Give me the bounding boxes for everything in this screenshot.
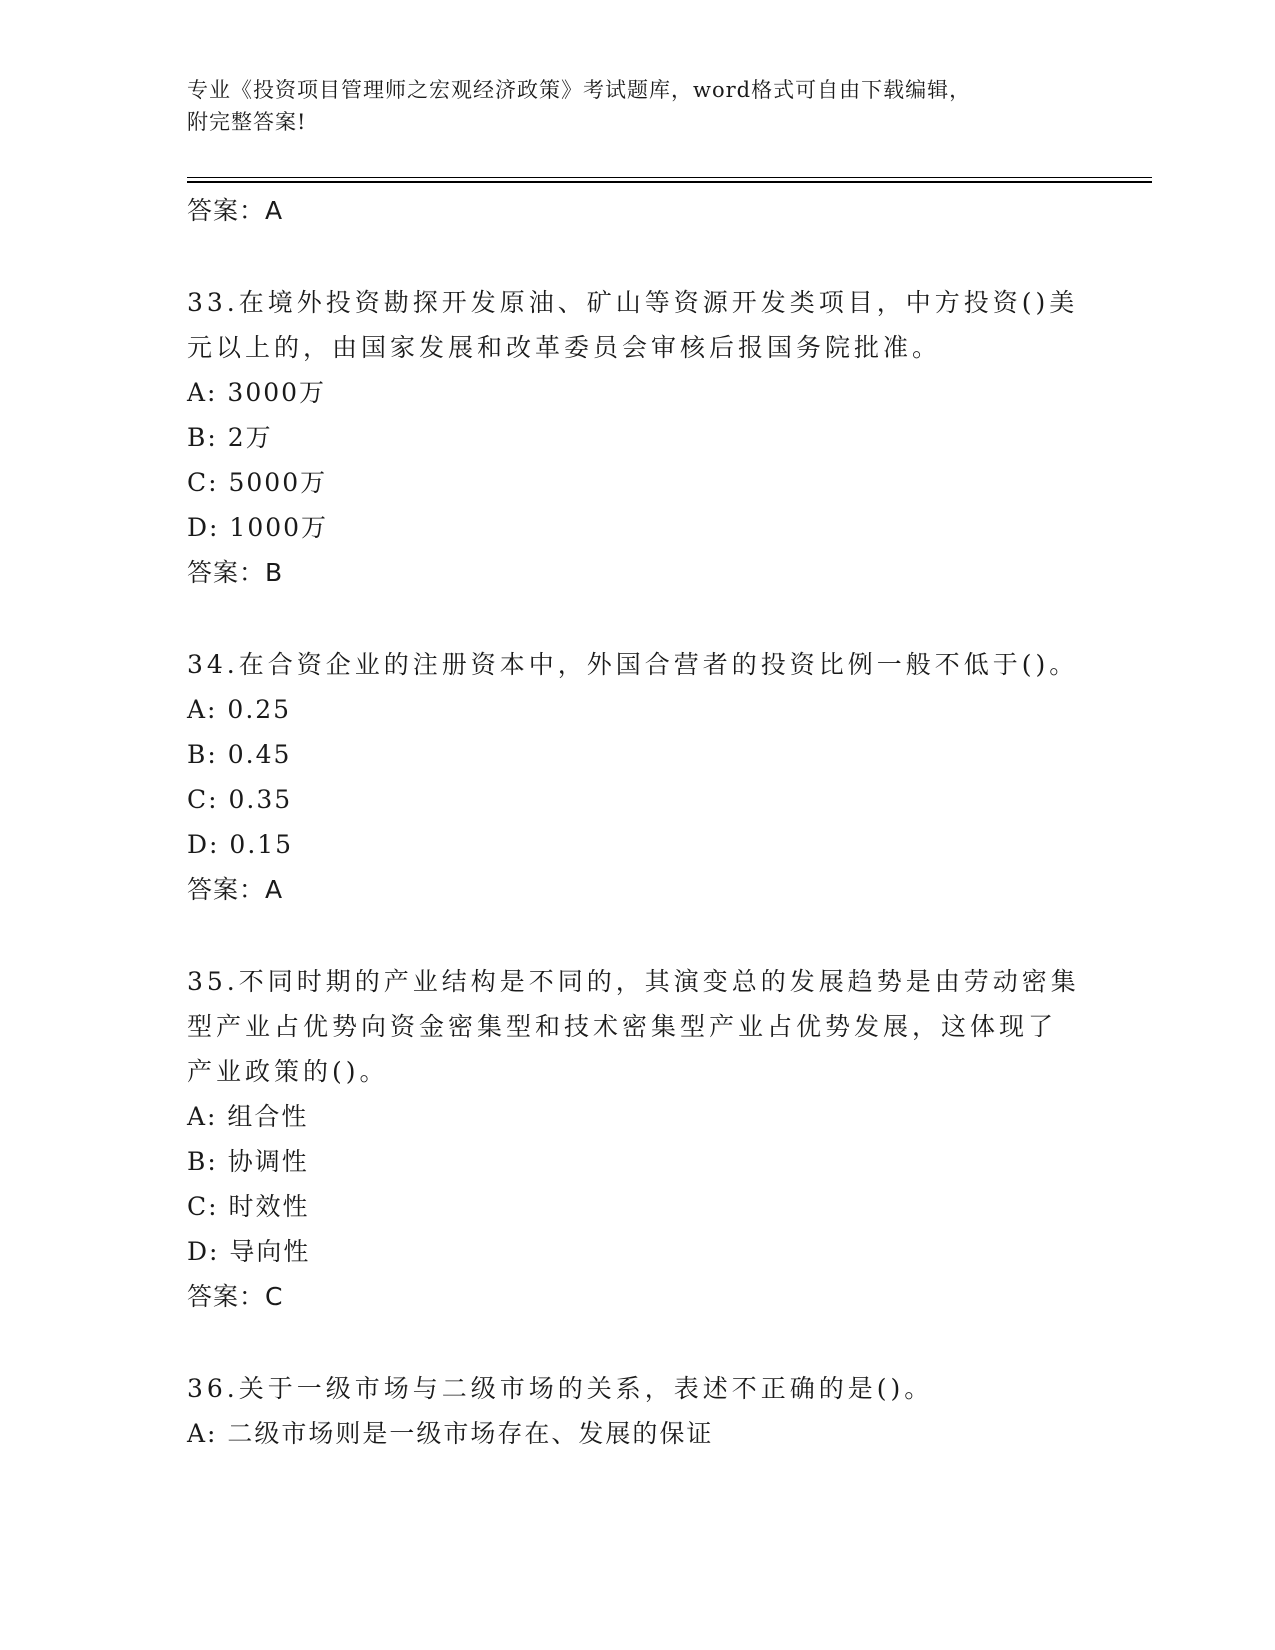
- option-d: D: 1000万: [187, 513, 329, 542]
- header-line-2: 附完整答案!: [187, 110, 307, 134]
- question-33: [187, 280, 1087, 596]
- option-c: C: 0.35: [187, 785, 293, 814]
- option-a: A: 3000万: [187, 378, 327, 407]
- option-b: B: 0.45: [187, 740, 292, 769]
- answer-line: 答案：A: [187, 196, 284, 225]
- option-d: D: 导向性: [187, 1237, 311, 1266]
- option-a: A: 组合性: [187, 1102, 309, 1131]
- option-b: B: 协调性: [187, 1147, 309, 1176]
- option-a: A: 二级市场则是一级市场存在、发展的保证: [187, 1419, 714, 1448]
- question-stem: [187, 959, 1087, 1094]
- question-36: [187, 1366, 1087, 1456]
- question-stem-line: 元以上的，由国家发展和改革委员会审核后报国务院批准。: [187, 333, 942, 362]
- answer-line: 答案：A: [187, 875, 284, 904]
- question-stem-line: 36.关于一级市场与二级市场的关系，表述不正确的是()。: [187, 1374, 934, 1403]
- question-stem-line: 产业政策的()。: [187, 1057, 389, 1086]
- question-stem-line: 33.在境外投资勘探开发原油、矿山等资源开发类项目，中方投资()美: [187, 288, 1079, 317]
- question-35: [187, 959, 1087, 1320]
- header-divider-thick: [187, 181, 1152, 183]
- question-stem: [187, 280, 1087, 370]
- option-d: D: 0.15: [187, 830, 294, 859]
- answer-line: 答案：C: [187, 1282, 284, 1311]
- question-list: [187, 188, 1087, 1456]
- header-line-1: 专业《投资项目管理师之宏观经济政策》考试题库，word格式可自由下载编辑，: [187, 78, 972, 102]
- option-a: A: 0.25: [187, 695, 292, 724]
- question-stem-line: 型产业占优势向资金密集型和技术密集型产业占优势发展，这体现了: [187, 1012, 1058, 1041]
- question-stem-line: 35.不同时期的产业结构是不同的，其演变总的发展趋势是由劳动密集: [187, 967, 1080, 996]
- option-c: C: 时效性: [187, 1192, 310, 1221]
- question-34: [187, 642, 1087, 913]
- question-stem-line: 34.在合资企业的注册资本中，外国合营者的投资比例一般不低于()。: [187, 650, 1079, 679]
- question-stem: [187, 642, 1087, 687]
- header-divider-thin: [187, 177, 1152, 178]
- document-header: [187, 74, 1067, 138]
- option-b: B: 2万: [187, 423, 273, 452]
- option-c: C: 5000万: [187, 468, 328, 497]
- answer-line: 答案：B: [187, 558, 284, 587]
- question-stem: [187, 1366, 1087, 1411]
